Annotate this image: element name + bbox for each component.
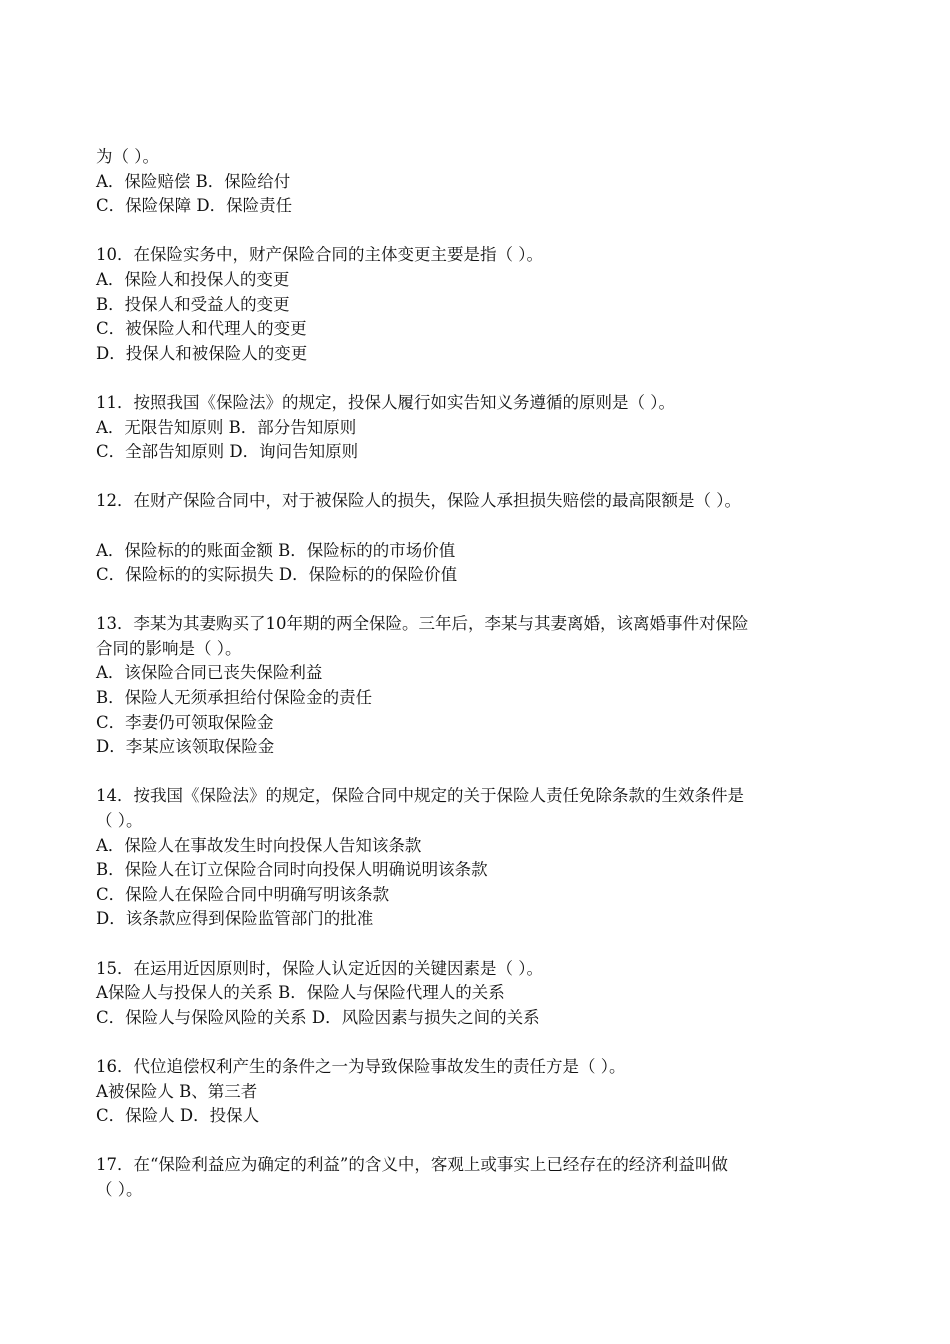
question-text: 15．在运用近因原则时，保险人认定近因的关键因素是（ ）。 <box>96 958 543 978</box>
question-text-continued: （ ）。 <box>96 811 143 831</box>
option-line: C．保险人与保险风险的关系 D．风险因素与损失之间的关系 <box>96 1007 540 1027</box>
question-text: 14．按我国《保险法》的规定，保险合同中规定的关于保险人责任免除条款的生效条件是 <box>96 786 744 806</box>
option-line: C．李妻仍可领取保险金 <box>96 712 274 732</box>
option-line: C．保险人 D．投保人 <box>96 1106 260 1126</box>
question-text: 10．在保险实务中，财产保险合同的主体变更主要是指（ ）。 <box>96 245 543 265</box>
question-text: 12．在财产保险合同中，对于被保险人的损失，保险人承担损失赔偿的最高限额是（ ）。 <box>96 491 741 511</box>
option-line: B．保险人在订立保险合同时向投保人明确说明该条款 <box>96 860 488 880</box>
option-line: A被保险人 B、第三者 <box>96 1081 258 1101</box>
question-text: 16．代位追偿权利产生的条件之一为导致保险事故发生的责任方是（ ）。 <box>96 1056 626 1076</box>
question-text: 11．按照我国《保险法》的规定，投保人履行如实告知义务遵循的原则是（ ）。 <box>96 392 675 412</box>
option-line: D．该条款应得到保险监管部门的批准 <box>96 909 374 929</box>
option-line: A．保险赔偿 B．保险给付 <box>96 171 291 191</box>
option-line: D．李某应该领取保险金 <box>96 737 275 757</box>
option-line: C．保险标的的实际损失 D．保险标的的保险价值 <box>96 565 458 585</box>
option-line: A．无限告知原则 B．部分告知原则 <box>96 417 357 437</box>
option-line: C．全部告知原则 D．询问告知原则 <box>96 442 359 462</box>
option-line: C．被保险人和代理人的变更 <box>96 319 307 339</box>
question-17 <box>96 1153 866 1202</box>
question-12 <box>96 489 866 587</box>
option-line: C．保险人在保险合同中明确写明该条款 <box>96 884 390 904</box>
question-14 <box>96 784 866 932</box>
question-text: 13．李某为其妻购买了10年期的两全保险。三年后，李某与其妻离婚，该离婚事件对保险 <box>96 614 749 634</box>
option-line: A．该保险合同已丧失保险利益 <box>96 663 323 683</box>
option-line: A保险人与投保人的关系 B．保险人与保险代理人的关系 <box>96 983 505 1003</box>
option-line: A．保险标的的账面金额 B．保险标的的市场价值 <box>96 540 456 560</box>
option-line: A．保险人和投保人的变更 <box>96 269 290 289</box>
question-text: 为（ ）。 <box>96 147 159 166</box>
question-10 <box>96 243 866 366</box>
option-line: C．保险保障 D．保险责任 <box>96 196 293 216</box>
question-15 <box>96 957 866 1031</box>
question-text-continued: （ ）。 <box>96 1179 143 1199</box>
question-16 <box>96 1055 866 1129</box>
option-line: D．投保人和被保险人的变更 <box>96 343 308 363</box>
question-11 <box>96 391 866 465</box>
document-body <box>96 145 866 1203</box>
option-line: B．保险人无须承担给付保险金的责任 <box>96 688 373 708</box>
option-line: A．保险人在事故发生时向投保人告知该条款 <box>96 835 422 855</box>
question-text: 17．在“保险利益应为确定的利益”的含义中，客观上或事实上已经存在的经济利益叫做 <box>96 1155 728 1175</box>
blank-line <box>96 514 866 539</box>
question-text-continued: 合同的影响是（ ）。 <box>96 638 242 658</box>
question-13 <box>96 612 866 760</box>
question-9-tail <box>96 145 866 219</box>
option-line: B．投保人和受益人的变更 <box>96 294 290 314</box>
